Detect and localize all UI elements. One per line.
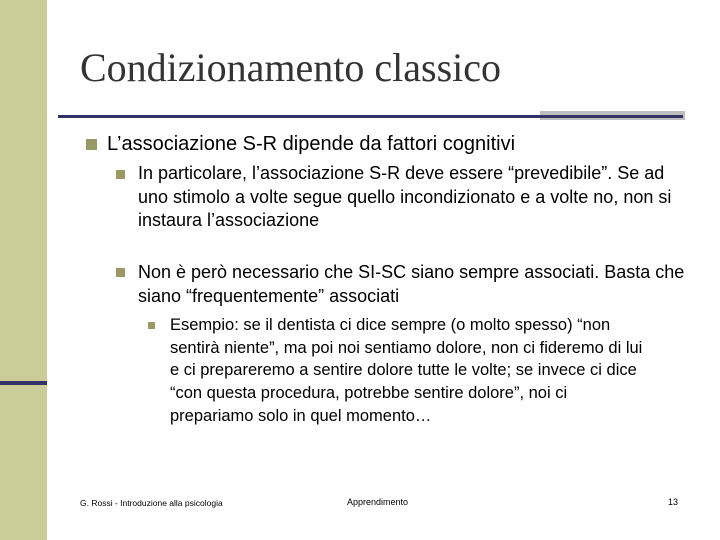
square-bullet-icon (116, 170, 125, 179)
page-number: 13 (667, 497, 678, 507)
footer-author: G. Rossi - Introduzione alla psicologia (80, 498, 223, 508)
bullet-level-2: In particolare, l’associazione S-R deve essere “prevedibile”. Se ad uno stimolo a volte segue quello incondizionato e a volte no, non si instaura l’associazione (138, 163, 672, 230)
square-bullet-icon (116, 268, 125, 277)
bullet-level-3: Esempio: se il dentista ci dice sempre (o molto spesso) “non sentirà niente”, ma poi noi sentiamo dolore, non ci fideremo di lui e ci prepareremo a sentire dolore tutte le volte; se invece ci dice “con questa procedura, potrebbe sentire dolore”, noi ci prepariamo solo in quel momento… (170, 316, 643, 425)
square-bullet-icon (86, 139, 97, 150)
square-bullet-icon (148, 322, 155, 329)
bullet-level-1: L’associazione S-R dipende da fattori cognitivi (107, 133, 516, 155)
bullet-level-2: Non è però necessario che SI-SC siano sempre associati. Basta che siano “frequentemente” associati (138, 262, 685, 306)
footer-section: Apprendimento (347, 497, 409, 507)
slide-title: Condizionamento classico (80, 45, 502, 90)
